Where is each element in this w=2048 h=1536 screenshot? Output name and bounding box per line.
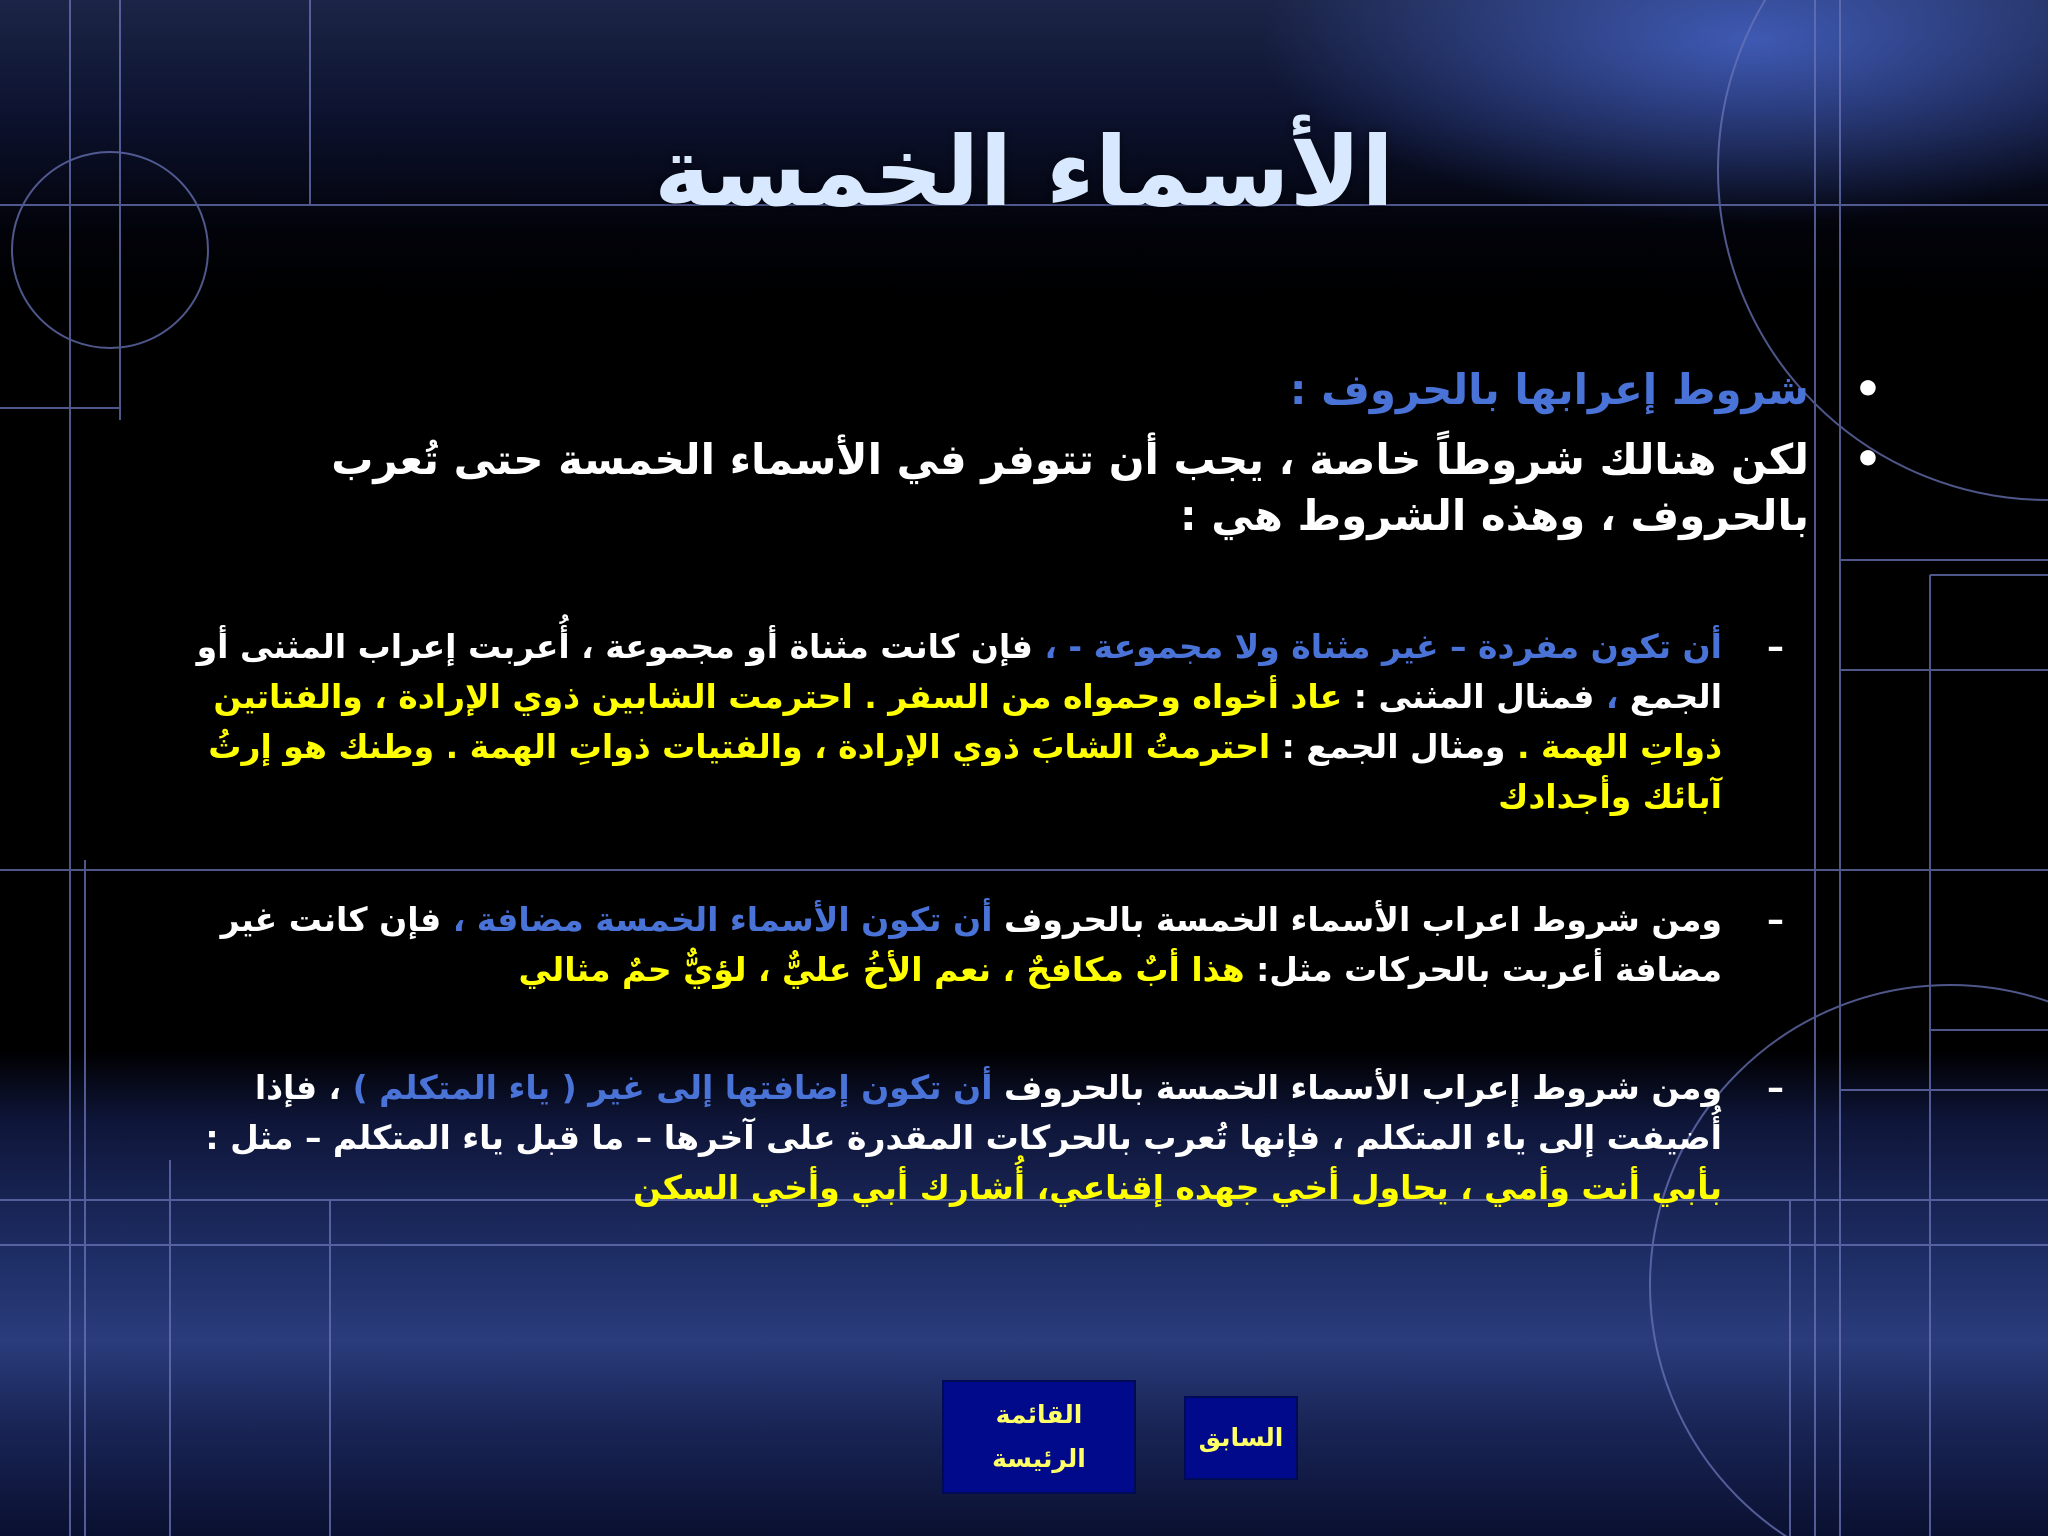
dash-icon: –	[1767, 1068, 1784, 1108]
text-segment-yellow: عاد أخواه وحمواه من السفر . احترمت الشابين ذوي الإرادة ، والفتاتين ذواتِ الهمة .	[213, 677, 1722, 766]
text-segment-blue: أن تكون مفردة – غير مثناة ولا مجموعة - ،	[1032, 627, 1722, 666]
dash-icon: –	[1767, 900, 1784, 940]
text-segment-white: ومثال الجمع :	[1270, 727, 1506, 766]
bullet-text	[331, 435, 1809, 540]
previous-button[interactable]	[1184, 1396, 1298, 1480]
main-menu-button[interactable]	[942, 1380, 1136, 1494]
text-segment-blue: ،	[1594, 677, 1619, 716]
sub-bullet-singular-condition	[150, 622, 1784, 822]
bullet-icon: •	[1853, 364, 1882, 415]
sub-bullet-mudaf-condition	[150, 895, 1784, 995]
bullet-text	[1290, 365, 1809, 414]
page-title: الأسماء الخمسة	[653, 116, 1395, 228]
sub-bullet-text	[197, 627, 1722, 816]
text-segment-white: فإن كانت غير مضافة أعربت بالحركات مثل:	[220, 900, 1722, 989]
text-segment-blue: أن تكون إضافتها إلى غير ( ياء المتكلم )	[341, 1068, 993, 1107]
text-segment-white: لكن هنالك شروطاً خاصة ، يجب أن تتوفر في الأسماء الخمسة حتى تُعرب بالحروف ، وهذه الشروط هي :	[331, 435, 1809, 540]
sub-bullet-text	[221, 900, 1722, 989]
main-menu-label: القائمة الرئيسة	[992, 1400, 1086, 1473]
bullet-icon: •	[1853, 434, 1882, 485]
text-segment-white: فإن كانت مثناة أو مجموعة ، أُعربت إعراب المثنى أو الجمع	[196, 627, 1722, 716]
text-segment-white: ، فإذا أُضيفت إلى ياء المتكلم ، فإنها تُعرب بالحركات المقدرة على آخرها – ما قبل ياء المتكلم – مثل :	[205, 1068, 1722, 1157]
text-segment-yellow: احترمتُ الشابَ ذوي الإرادة ، والفتيات ذواتِ الهمة . وطنك هو إرثُ آبائك وأجدادك	[208, 727, 1722, 816]
text-segment-white: ومن شروط اعراب الأسماء الخمسة بالحروف	[992, 900, 1722, 939]
text-segment-yellow: هذا أبٌ مكافحٌ ، نعم الأخُ عليٌّ ، لؤيٌّ حمٌ مثالي	[518, 950, 1245, 989]
bullet-conditions-heading	[250, 362, 1882, 418]
text-segment-white: فمثال المثنى :	[1342, 677, 1595, 716]
previous-label: السابق	[1198, 1423, 1284, 1452]
sub-bullet-ya-mutakallim-condition	[150, 1063, 1784, 1213]
text-segment-blue: أن تكون الأسماء الخمسة مضافة ،	[441, 900, 993, 939]
dash-icon: –	[1767, 627, 1784, 667]
sub-bullet-text	[205, 1068, 1722, 1207]
text-segment-white: ومن شروط إعراب الأسماء الخمسة بالحروف	[992, 1068, 1722, 1107]
text-segment-yellow: بأبي أنت وأمي ، يحاول أخي جهده إقناعي، أُشارك أبي وأخي السكن	[633, 1168, 1722, 1207]
bullet-conditions-intro	[250, 432, 1882, 544]
text-segment-blue: شروط إعرابها بالحروف :	[1289, 365, 1809, 414]
